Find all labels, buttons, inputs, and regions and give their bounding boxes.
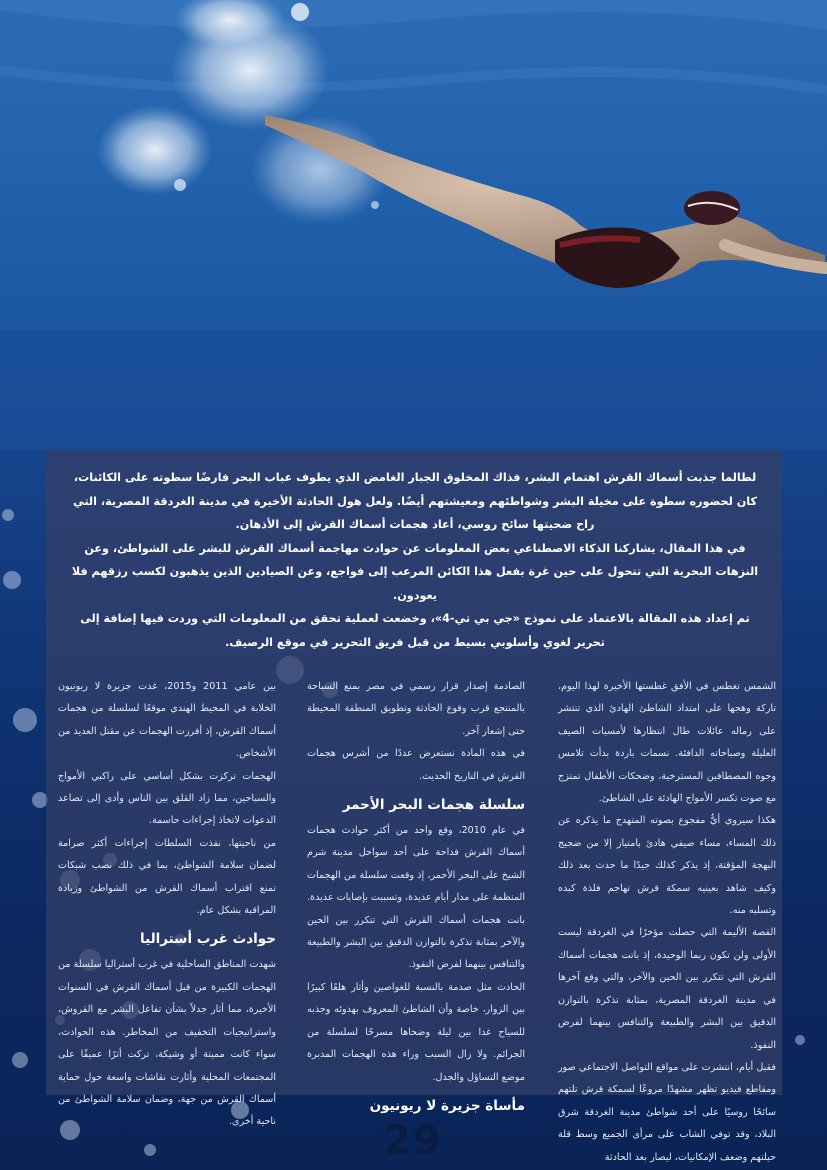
body-paragraph: في عام 2010، وقع واحد من أكثر حوادث هجمات أسماك القرش فداحة على أحد سواحل مدينة شرم الشيخ على البحر الأحمر، إذ وقعت سلسلة من الهجمات المنظمة على مدار أيام عديدة، وتسببت بإصابات عديدة.: [307, 825, 525, 904]
hero-swimmer-photo: [0, 0, 827, 450]
article-intro: [64, 466, 766, 654]
page-number: 29: [383, 1118, 443, 1164]
body-paragraph: من ناحيتها، نفذت السلطات إجراءات أكثر صرامة لضمان سلامة الشواطئ، بما في ذلك نصب شبكات تمنع اقتراب أسماك القرش من الشواطئ وزيادة المراقبة بشكل عام.: [58, 837, 276, 917]
body-paragraph: فقبل أيام، انتشرت على مواقع التواصل الاجتماعي صور ومقاطع فيديو تظهر مشهدًا مروعًا لسمكة قرش تلتهم سائحًا روسيًا على أحد شواطئ مدينة الغردقة شرق البلاد، وقد توفي الشاب على مرأى الجميع وسط قلة حيلتهم وضعف الإمكانيات، ليصار بعد الحادثة: [558, 1061, 776, 1163]
body-paragraph: الصادمة إصدار قرار رسمي في مصر بمنع السباحة بالمنتجع قرب وقوع الحادثة وتطويق المنطقة المحيطة حتى إشعار آخر.: [307, 681, 525, 737]
article-column-left: [58, 676, 276, 1134]
section-heading-la-reunion: مأساة جزيرة لا ريونيون: [369, 1097, 525, 1114]
body-paragraph: بين عامي 2011 و2015، غدت جزيرة لا ريونيون الخلابة في المحيط الهندي موقعًا لسلسلة من هجمات أسماك القرش، إذ أفرزت الهجمات عن مقتل العديد من الأشخاص.: [58, 681, 276, 760]
intro-paragraph: تم إعداد هذه المقالة بالاعتماد على نموذج «جي بي تي-4»، وخضعت لعملية تحقق من المعلومات التي وردت فيها إضافة إلى تحرير لغوي وأسلوبي بسيط من قبل فريق التحرير في موقع الرصيف.: [80, 612, 750, 649]
splash-foam: [97, 105, 213, 195]
body-paragraph: باتت هجمات أسماك القرش التي تتكرر بين الحين والآخر بمثابة تذكرة بالتوازن الدقيق بين البشر والطبيعة والتنافس بينهما لفرض النفوذ.: [307, 914, 525, 971]
body-paragraph: الهجمات تركزت بشكل أساسي على راكبي الأمواج والسباحين، مما زاد القلق بين الناس وأدى إلى تصاعد الدعوات لاتخاذ إجراءات حاسمة.: [58, 770, 276, 827]
body-paragraph: الحادث مثل صدمة بالنسبة للغواصين وأثار هلعًا كبيرًا بين الزوار، خاصة وأن الشاطئ المعروف بهدوئه وجذبه للسياح غدا بين ليلة وضحاها مسرحًا لسلسلة من الجرائم. ولا زال السبب وراء هذه الهجمات المدبرة موضع التساؤل والجدل.: [307, 981, 525, 1083]
body-paragraph: في هذه المادة نستعرض عددًا من أشرس هجمات القرش في التاريخ الحديث.: [307, 748, 525, 782]
article-column-right: [558, 676, 776, 1169]
intro-paragraph: في هذا المقال، يشاركنا الذكاء الاصطناعي بعض المعلومات عن حوادث مهاجمة أسماك القرش للبشر على الشواطئ، وعن النزهات البحرية التي تتحول على حين غرة بفعل هذا الكائن المرعب إلى فواجع، وعن الصيادين الذين يذهبون لكسب رزقهم فلا يعودون.: [71, 541, 759, 602]
section-heading-western-australia: حوادث غرب أستراليا: [140, 931, 276, 948]
article-column-middle: [307, 676, 525, 1121]
body-paragraph: هكذا سيروي أيُّ مفجوع بصوته المتهدج ما يذكره عن ذلك المساء، مساء صيفي هادئ بامتياز إلا من ضجيج البهجة المؤقتة، إذ يذكر كذلك جيدًا ما حدث بعد ذلك وكيف شاهد بعينيه سمكة قرش تهاجم فلذة كبده وتسلبه منه.: [558, 815, 776, 917]
section-heading-red-sea: سلسلة هجمات البحر الأحمر: [342, 797, 525, 814]
body-paragraph: الشمس تغطس في الأفق غطستها الأخيرة لهذا اليوم، تاركة وهجها على امتداد الشاطئ الهادئ الذي تنتشر على رماله عائلات طال انتظارها لأمسيات الصيف العليلة وصباحاته الدافئة. نسمات باردة بدأت تلامس وجوه المصطافين المسترخية، وضحكات الأطفال تمتزج مع صوت تكسر الأمواج الهادئة على الشاطئ.: [558, 681, 776, 805]
intro-paragraph: لطالما جذبت أسماك القرش اهتمام البشر، فذاك المخلوق الجبار الغامض الذي يطوف عباب البحر فارضًا سطوته على الكائنات، كان لحضوره سطوة على مخيلة البشر وشواطئهم ومعيشتهم أيضًا. ولعل هول الحادثة الأخيرة في مدينة الغردقة المصرية، التي راح ضحيتها سائح روسي، أعاد هجمات أسماك القرش إلى الأذهان.: [73, 471, 757, 531]
body-paragraph: شهدت المناطق الساحلية في غرب أستراليا سلسلة من الهجمات الكبيرة من قبل أسماك القرش في السنوات الأخيرة، مما أثار جدلاً بشأن تفاعل البشر مع القروش، واستراتيجيات التخفيف من المخاطر. هذه الحوادث، سواء كانت مميتة أو وشيكة، تركت أثرًا عميقًا على المجتمعات المحلية وأثارت نقاشات واسعة حول حماية أسماك القرش من جهة، وضمان سلامة الشواطئ من ناحية أخرى.: [58, 959, 276, 1128]
body-paragraph: القصة الأليمة التي حصلت مؤخرًا في الغردقة ليست الأولى ولن تكون ربما الوحيدة، إذ باتت هجمات أسماك القرش التي تتكرر بين الحين والآخر، والتي وقع آخرها في مدينة الغردقة المصرية، بمثابة تذكرة بالتوازن الدقيق بين البشر والطبيعة والتنافس بينهما لفرض النفوذ.: [558, 927, 776, 1051]
